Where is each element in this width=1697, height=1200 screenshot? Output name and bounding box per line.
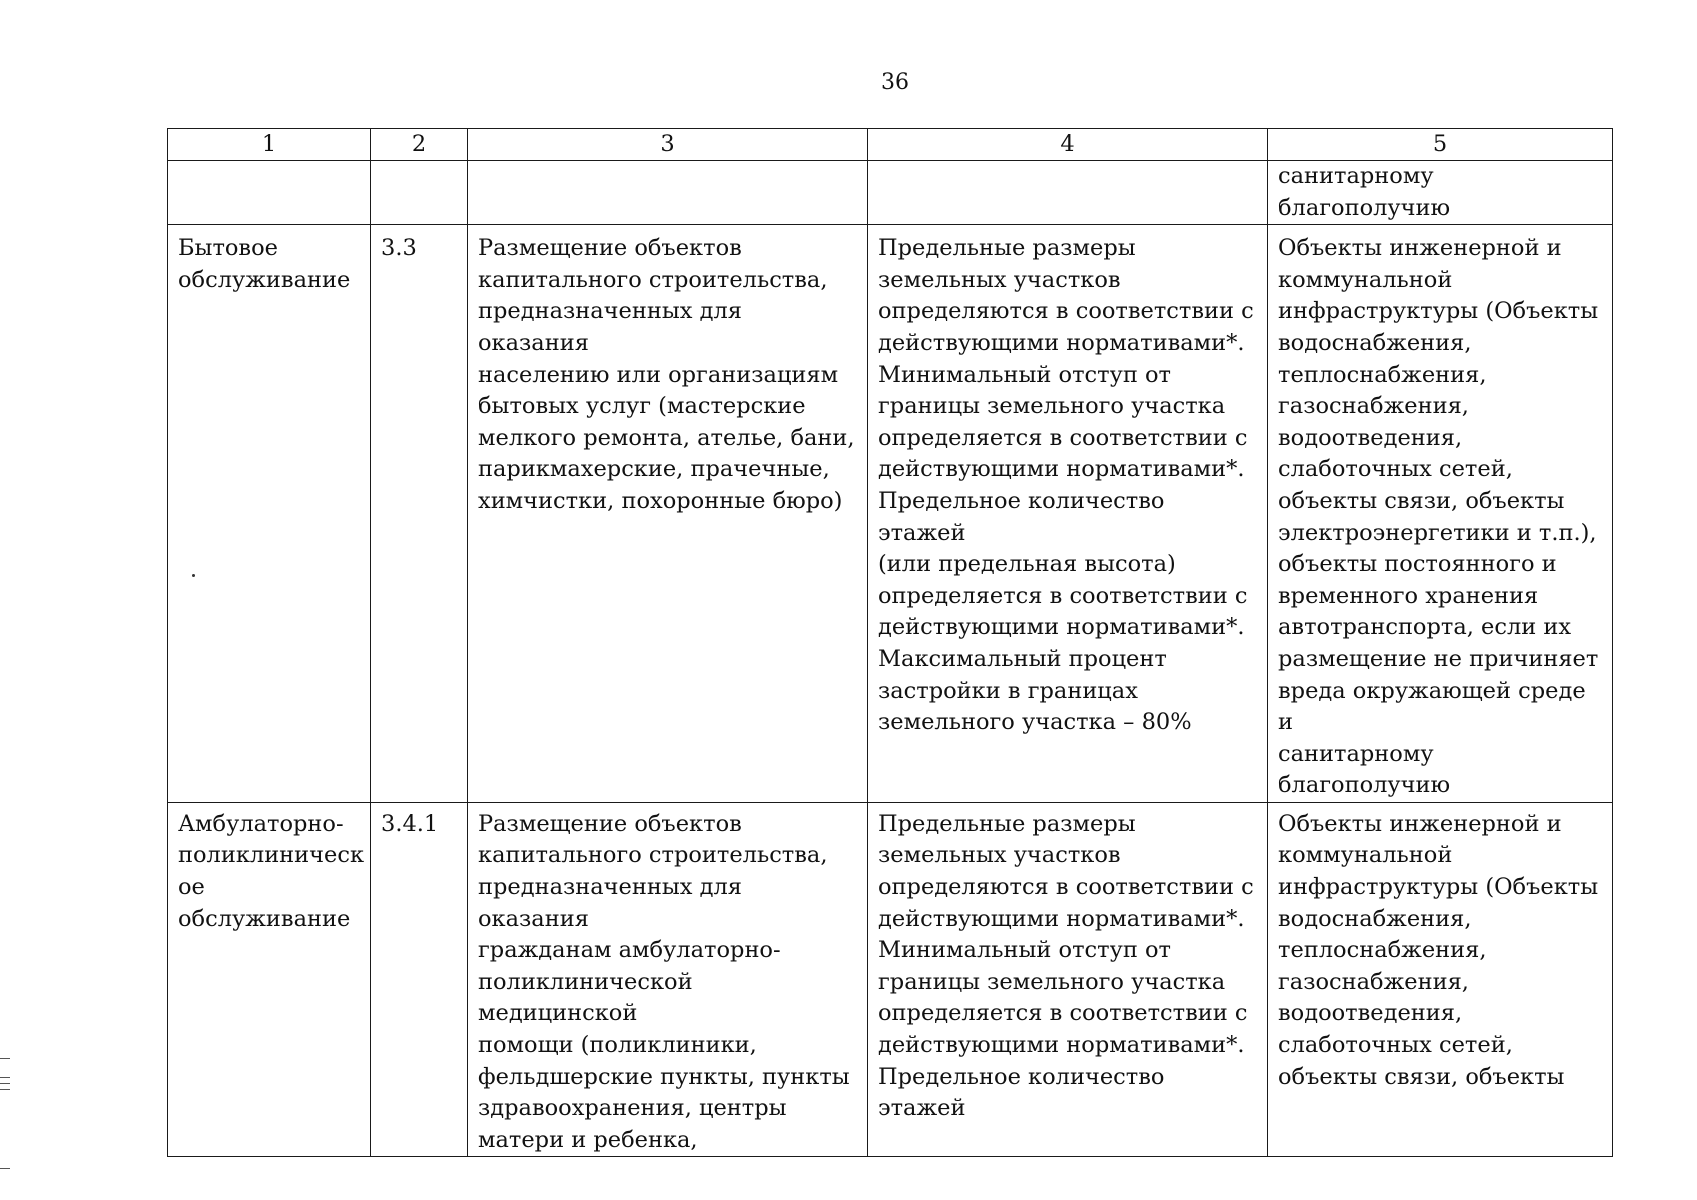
margin-mark [0, 1083, 10, 1084]
cell-parameters [868, 161, 1268, 225]
cell-parameters: Предельные размеры земельных участков определяются в соответствии с действующими нормативами*. Минимальный отступ от границы земельного участка определяется в соответствии с действующими нормативами*. Предельное количество этажей (или предельная высота) определяется в соответствии с действующими нормативами*. Максимальный процент застройки в границах земельного участка – 80% [868, 225, 1268, 803]
column-header-2: 2 [371, 129, 468, 161]
margin-mark [0, 1077, 10, 1078]
cell-use-name: Бытовое обслуживание [168, 225, 371, 803]
column-header-3: 3 [468, 129, 868, 161]
cell-auxiliary-uses: Объекты инженерной и коммунальной инфраструктуры (Объекты водоснабжения, теплоснабжения, газоснабжения, водоотведения, слаботочных сетей, объекты связи, объекты [1268, 802, 1613, 1157]
column-header-5: 5 [1268, 129, 1613, 161]
cell-use-code [371, 161, 468, 225]
margin-marks [0, 1058, 10, 1174]
table-header-row [168, 129, 1613, 161]
table-row-outpatient-services [168, 802, 1613, 1157]
margin-mark [0, 1168, 10, 1169]
cell-auxiliary-uses: Объекты инженерной и коммунальной инфраструктуры (Объекты водоснабжения, теплоснабжения, газоснабжения, водоотведения, слаботочных сетей, объекты связи, объекты электроэнергетики и т.п.), объекты постоянного и временного хранения автотранспорта, если их размещение не причиняет вреда окружающей среде и санитарному благополучию [1268, 225, 1613, 803]
margin-mark [0, 1058, 10, 1059]
cell-parameters: Предельные размеры земельных участков определяются в соответствии с действующими нормативами*. Минимальный отступ от границы земельного участка определяется в соответствии с действующими нормативами*. Предельное количество этажей [868, 802, 1268, 1157]
cell-use-description: Размещение объектов капитального строительства, предназначенных для оказания населению или организациям бытовых услуг (мастерские мелкого ремонта, ателье, бани, парикмахерские, прачечные, химчистки, похоронные бюро) [468, 225, 868, 803]
cell-use-code: 3.4.1 [371, 802, 468, 1157]
cell-use-description: Размещение объектов капитального строительства, предназначенных для оказания гражданам амбулаторно- поликлинической медицинской помощи (поликлиники, фельдшерские пункты, пункты здравоохранения, центры матери и ребенка, [468, 802, 868, 1157]
cell-use-name [168, 161, 371, 225]
zoning-table [167, 128, 1613, 1157]
cell-use-description [468, 161, 868, 225]
table-row-household-services [168, 225, 1613, 803]
column-header-4: 4 [868, 129, 1268, 161]
page-number: 36 [881, 70, 909, 95]
cell-auxiliary-uses: санитарному благополучию [1268, 161, 1613, 225]
cell-use-code: 3.3 [371, 225, 468, 803]
scan-speck [192, 574, 195, 577]
cell-use-name: Амбулаторно- поликлиническ ое обслуживание [168, 802, 371, 1157]
margin-mark [0, 1089, 10, 1090]
column-header-1: 1 [168, 129, 371, 161]
table-row-continuation [168, 161, 1613, 225]
